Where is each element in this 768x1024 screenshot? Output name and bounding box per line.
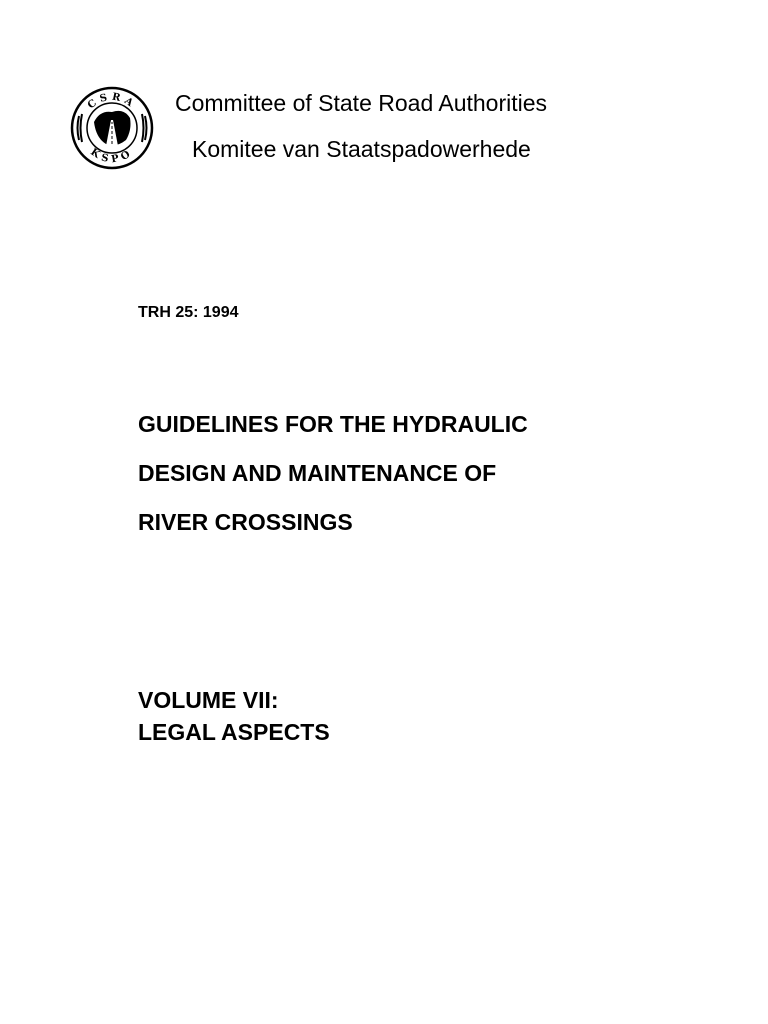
document-code: TRH 25: 1994 xyxy=(138,304,239,321)
organization-name-english: Committee of State Road Authorities xyxy=(175,90,548,116)
document-title-line: DESIGN AND MAINTENANCE OF xyxy=(138,460,497,486)
document-title-line: GUIDELINES FOR THE HYDRAULIC xyxy=(138,411,528,437)
csra-seal-icon xyxy=(70,86,154,170)
organization-name-afrikaans: Komitee van Staatspadowerhede xyxy=(192,136,531,162)
document-title-line: RIVER CROSSINGS xyxy=(138,509,353,535)
volume-title: LEGAL ASPECTS xyxy=(138,719,330,745)
volume-number: VOLUME VII: xyxy=(138,687,279,713)
logo-bottom-text: KSPO xyxy=(88,146,136,166)
logo-top-text: CSRA xyxy=(85,91,139,112)
